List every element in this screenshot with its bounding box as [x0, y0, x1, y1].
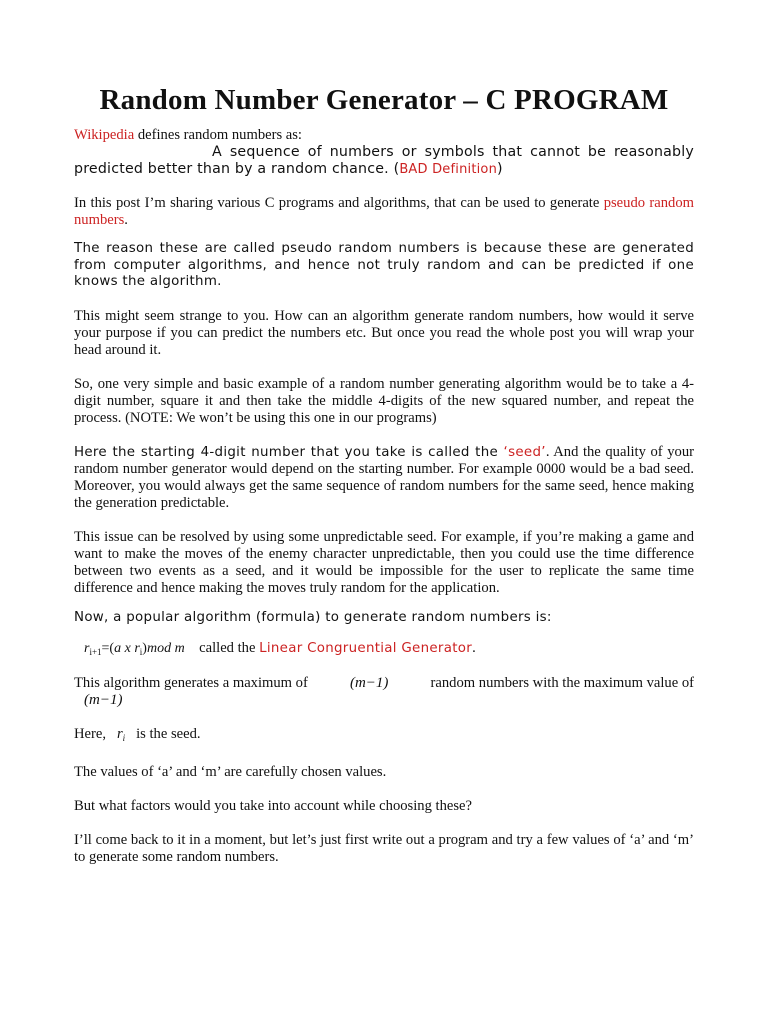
formula-r: r: [84, 640, 90, 656]
intro-text: defines random numbers as:: [134, 127, 302, 143]
formula-sub-next: i+1: [89, 646, 102, 657]
bad-definition-link[interactable]: BAD Definition: [399, 162, 498, 177]
seed-term: ‘seed’: [503, 444, 546, 460]
max-expr-2: (m−1): [84, 691, 123, 708]
page-title: Random Number Generator – C PROGRAM: [99, 84, 669, 116]
wikipedia-link[interactable]: Wikipedia: [74, 127, 135, 143]
formula-eq: =(: [101, 640, 115, 656]
formula-called: called the: [199, 639, 260, 656]
paren-close: ): [497, 161, 503, 177]
quote-text: A sequence of numbers or symbols that cannot be reasonably predicted better than by a random chance.: [74, 144, 694, 177]
para-issue: This issue can be resolved by using some unpredictable seed. For example, if you’re making a game and want to make the moves of the enemy character unpredictable, then you could use the time difference between two events as a seed, and it would be impossible for the user to replicate the same time difference and hence making the moves truly random for the application.: [74, 528, 694, 596]
here-text: Here,: [74, 725, 107, 742]
sharing-end: .: [124, 212, 128, 228]
intro-line: [74, 127, 694, 144]
formula-line: [74, 640, 694, 661]
formula-x: x: [124, 640, 131, 656]
max-text-1: This algorithm generates a maximum of: [74, 674, 308, 691]
para-example: So, one very simple and basic example of a random number generating algorithm would be to take a 4-digit number, square it and then take the middle 4-digits of the new squared number, and repeat the process. (NOTE: We won’t be using this one in our programs): [74, 375, 694, 426]
para-seed: [74, 444, 694, 512]
seed-rest: . And the quality of your random number generator would depend on the starting number. For example 0000 would be a bad seed. Moreover, you would always get the same sequence of random numbers for the same seed, hence making the generation predictable.: [74, 443, 694, 511]
para-here: [74, 726, 694, 747]
para-strange: This might seem strange to you. How can an algorithm generate random numbers, how would it serve your purpose if you can predict the numbers etc. But once you read the whole post you will wrap your head around it.: [74, 307, 694, 358]
sharing-text: In this post I’m sharing various C programs and algorithms, that can be used to generate: [74, 195, 604, 211]
here-rest: is the seed.: [136, 725, 201, 742]
seed-lead: Here the starting 4-digit number that you take is called the: [74, 444, 504, 460]
max-text-2: random numbers with the maximum value of: [430, 674, 694, 691]
here-r: r: [116, 725, 123, 742]
here-sub: i: [122, 732, 126, 743]
definition-quote: [74, 144, 694, 178]
max-expr-1: (m−1): [349, 674, 389, 691]
para-max-line2: [74, 692, 694, 709]
document-page: [74, 84, 694, 866]
formula-sub-i: i: [139, 646, 143, 657]
para-values: The values of ‘a’ and ‘m’ are carefully chosen values.: [74, 763, 387, 780]
formula-period: .: [472, 639, 476, 656]
formula-mod: mod m: [146, 640, 185, 656]
formula-ri: r: [134, 640, 140, 656]
para-reason: The reason these are called pseudo random numbers is because these are generated from computer algorithms, and hence not truly random and can be predicted if one knows the algorithm.: [74, 241, 694, 289]
paren-open: (: [388, 161, 400, 177]
lcg-link[interactable]: Linear Congruential Generator: [259, 640, 473, 656]
para-popular: Now, a popular algorithm (formula) to generate random numbers is:: [74, 609, 552, 625]
pseudo-random-link[interactable]: pseudo random numbers: [74, 195, 694, 228]
para-max: [74, 675, 694, 692]
para-sharing: [74, 195, 694, 229]
formula: [84, 641, 188, 656]
para-factors: But what factors would you take into account while choosing these?: [74, 797, 472, 814]
formula-close: ): [142, 640, 147, 656]
formula-a: a: [114, 640, 122, 656]
para-comeback: I’ll come back to it in a moment, but let’s just first write out a program and try a few values of ‘a’ and ‘m’ to generate some random numbers.: [74, 831, 694, 865]
